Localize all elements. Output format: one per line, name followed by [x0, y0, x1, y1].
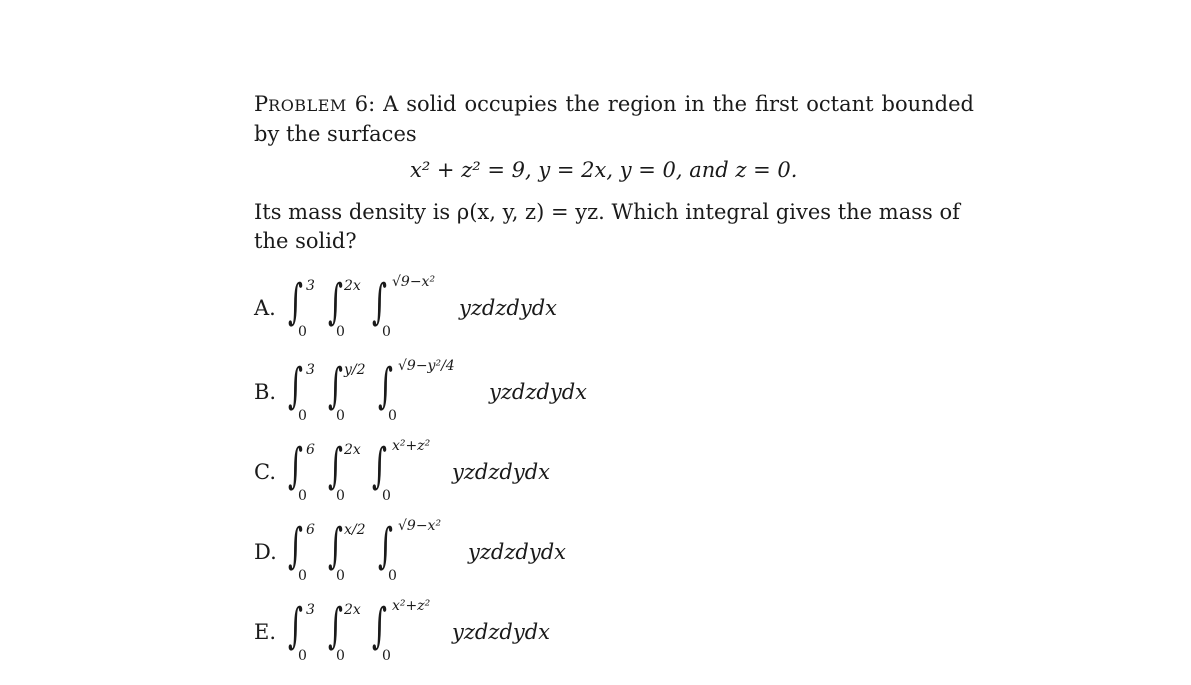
choice-label: B.: [254, 380, 277, 404]
problem-statement: [254, 90, 974, 149]
integrand: yzdzdydx: [452, 460, 551, 484]
question-text: Its mass density is ρ(x, y, z) = yz. Which integral gives the mass of the solid?: [254, 200, 960, 253]
choice-label: D.: [254, 540, 277, 564]
choice-c[interactable]: C. ∫ 6 0 ∫ 2x 0 ∫ x²+z² 0 yzdzdydx: [254, 438, 551, 504]
integrand: yzdzdydx: [489, 380, 588, 404]
choice-label: E.: [254, 620, 277, 644]
surfaces-equation: x² + z² = 9, y = 2x, y = 0, and z = 0.: [410, 158, 798, 182]
choice-e[interactable]: E. ∫ 3 0 ∫ 2x 0 ∫ x²+z² 0 yzdzdydx: [254, 598, 551, 664]
choice-a[interactable]: A. ∫ 3 0 ∫ 2x 0 ∫ √9−x² 0 yzdzdydx: [254, 274, 558, 340]
problem-label: PROBLEM 6:: [254, 92, 376, 116]
choice-d[interactable]: D. ∫ 6 0 ∫ x/2 0 ∫ √9−x² 0 yzdzdydx: [254, 518, 567, 584]
integrand: yzdzdydx: [459, 296, 558, 320]
choice-b[interactable]: B. ∫ 3 0 ∫ y/2 0 ∫ √9−y²/4 0 yzdzdydx: [254, 358, 588, 424]
problem-intro-paragraph: [254, 90, 974, 149]
problem-intro: A solid occupies the region in the first octant bounded by the surfaces: [254, 92, 974, 146]
choice-label: C.: [254, 460, 276, 484]
integrand: yzdzdydx: [468, 540, 567, 564]
choice-label: A.: [254, 296, 276, 320]
integrand: yzdzdydx: [452, 620, 551, 644]
